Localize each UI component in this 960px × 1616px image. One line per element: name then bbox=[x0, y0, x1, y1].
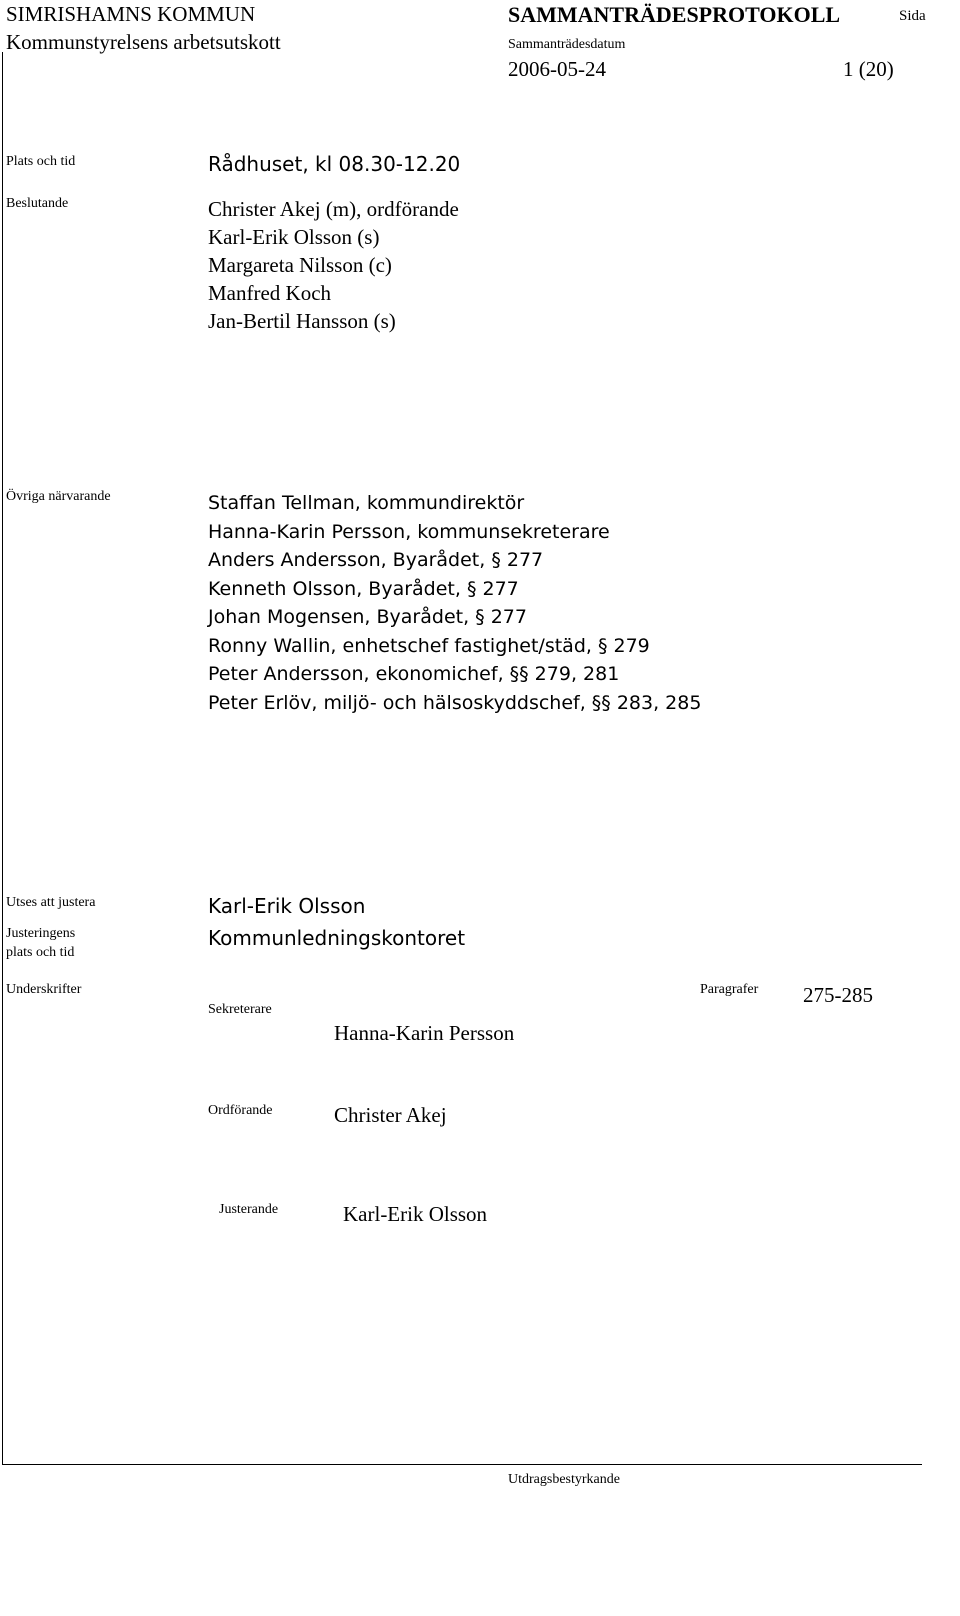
utdragsbestyrkande-label: Utdragsbestyrkande bbox=[508, 1472, 620, 1487]
sekreterare-label: Sekreterare bbox=[208, 1002, 272, 1017]
plats-label: Plats och tid bbox=[6, 154, 76, 169]
document-type: SAMMANTRÄDESPROTOKOLL bbox=[508, 2, 841, 27]
municipality-name: SIMRISHAMNS KOMMUN bbox=[6, 2, 256, 26]
utses-label: Utses att justera bbox=[6, 895, 96, 910]
beslutande-label: Beslutande bbox=[6, 196, 69, 211]
beslutande-member: Manfred Koch bbox=[208, 281, 332, 305]
page-label: Sida bbox=[899, 8, 926, 24]
ovriga-member: Hanna-Karin Persson, kommunsekreterare bbox=[208, 520, 610, 543]
committee-name: Kommunstyrelsens arbetsutskott bbox=[6, 30, 281, 54]
ovriga-member: Peter Andersson, ekonomichef, §§ 279, 281 bbox=[208, 663, 620, 685]
justering-plats-value: Kommunledningskontoret bbox=[208, 926, 466, 950]
paragrafer-label: Paragrafer bbox=[700, 982, 759, 997]
underskrifter-label: Underskrifter bbox=[6, 982, 82, 997]
ovriga-member: Anders Andersson, Byarådet, § 277 bbox=[208, 549, 544, 571]
utses-value: Karl-Erik Olsson bbox=[208, 894, 366, 918]
justering-plats-label-1: Justeringens bbox=[6, 926, 76, 941]
ovriga-member: Peter Erlöv, miljö- och hälsoskyddschef, §§ 283, 285 bbox=[208, 691, 702, 714]
ordforande-name: Christer Akej bbox=[334, 1103, 447, 1127]
ordforande-label: Ordförande bbox=[208, 1103, 273, 1118]
footer-divider bbox=[2, 1464, 922, 1465]
justerande-name: Karl-Erik Olsson bbox=[343, 1202, 488, 1226]
paragrafer-value: 275-285 bbox=[803, 983, 873, 1007]
ovriga-list bbox=[208, 489, 701, 717]
beslutande-member: Christer Akej (m), ordförande bbox=[208, 197, 459, 221]
plats-value: Rådhuset, kl 08.30-12.20 bbox=[208, 152, 461, 176]
ovriga-label: Övriga närvarande bbox=[6, 489, 111, 504]
ovriga-member: Kenneth Olsson, Byarådet, § 277 bbox=[208, 577, 519, 600]
meeting-date: 2006-05-24 bbox=[508, 57, 606, 81]
left-border-line bbox=[2, 52, 3, 1464]
sekreterare-name: Hanna-Karin Persson bbox=[334, 1021, 515, 1045]
ovriga-member: Ronny Wallin, enhetschef fastighet/städ, § 279 bbox=[208, 634, 650, 657]
beslutande-list bbox=[208, 195, 459, 335]
justerande-label: Justerande bbox=[219, 1202, 279, 1217]
beslutande-member: Margareta Nilsson (c) bbox=[208, 253, 392, 277]
beslutande-member: Jan-Bertil Hansson (s) bbox=[208, 309, 396, 333]
justering-plats-label-2: plats och tid bbox=[6, 945, 75, 960]
ovriga-member: Staffan Tellman, kommundirektör bbox=[208, 492, 525, 514]
ovriga-member: Johan Mogensen, Byarådet, § 277 bbox=[208, 606, 527, 628]
page-number: 1 (20) bbox=[843, 57, 894, 81]
date-label: Sammanträdesdatum bbox=[508, 37, 626, 52]
beslutande-member: Karl-Erik Olsson (s) bbox=[208, 225, 380, 249]
